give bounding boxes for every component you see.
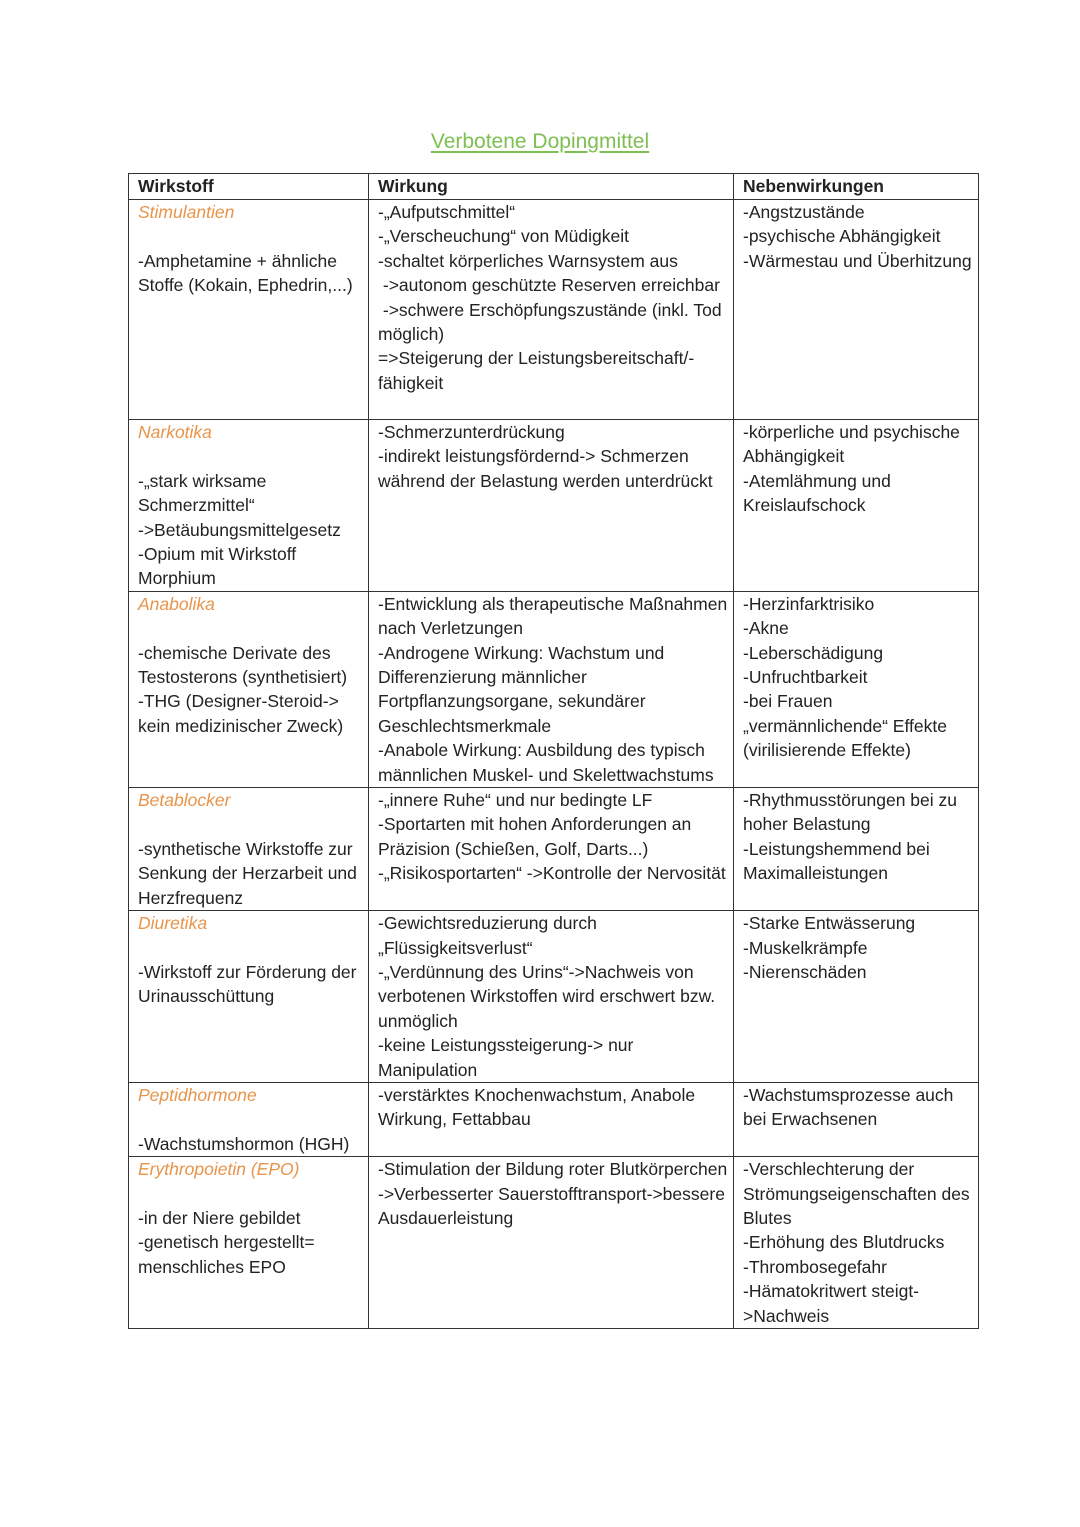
effect-line: -„Risikosportarten“ ->Kontrolle der Nervosität <box>378 863 726 884</box>
wirkung-cell <box>369 591 734 787</box>
substance-name: Betablocker <box>138 790 231 811</box>
substance-description: -genetisch hergestellt= menschliches EPO <box>138 1232 320 1277</box>
effect-line: ->schwere Erschöpfungszustände (inkl. Tod möglich) <box>378 299 727 345</box>
effect-line: -„Verscheuchung“ von Müdigkeit <box>378 226 629 247</box>
side-effect-line: -Wärmestau und Überhitzung <box>743 250 972 271</box>
nebenwirkungen-cell <box>734 1082 979 1156</box>
side-effect-line: -Atemlähmung und Kreislaufschock <box>743 470 896 516</box>
table-row <box>129 911 979 1083</box>
substance-name: Erythropoietin (EPO) <box>138 1159 300 1180</box>
effect-line: -verstärktes Knochenwachstum, Anabole Wirkung, Fettabbau <box>378 1084 700 1130</box>
side-effect-line: -Angstzustände <box>743 202 865 222</box>
substance-name: Stimulantien <box>138 202 235 222</box>
wirkung-cell <box>369 911 734 1083</box>
effect-line: =>Steigerung der Leistungsbereitschaft/-fähigkeit <box>378 348 695 393</box>
side-effect-line: -Hämatokritwert steigt->Nachweis <box>743 1281 920 1326</box>
side-effect-line: -Starke Entwässerung <box>743 913 916 934</box>
side-effect-line: -Leberschädigung <box>743 642 884 663</box>
substance-description: -Wirkstoff zur Förderung der Urinausschüttung <box>138 961 362 1007</box>
substance-description: -in der Niere gebildet <box>138 1207 301 1228</box>
header-nebenwirkungen: Nebenwirkungen <box>734 174 979 200</box>
effect-line: -indirekt leistungsfördernd-> Schmerzen während der Belastung werden unterdrückt <box>378 446 713 491</box>
effect-line: -Schmerzunterdrückung <box>378 422 565 442</box>
wirkstoff-cell <box>129 591 369 787</box>
wirkung-cell <box>369 420 734 592</box>
effect-line: -Stimulation der Bildung roter Blutkörperchen <box>378 1159 728 1180</box>
substance-description: ->Betäubungsmittelgesetz <box>138 519 341 540</box>
side-effect-line: -Verschlechterung der Strömungseigenschaften des Blutes <box>743 1159 975 1228</box>
doping-table <box>128 173 979 1329</box>
substance-name: Diuretika <box>138 913 208 934</box>
effect-line: ->Verbesserter Sauerstofftransport->bessere Ausdauerleistung <box>378 1183 729 1228</box>
effect-line: -Entwicklung als therapeutische Maßnahmen nach Verletzungen <box>378 593 733 639</box>
side-effect-line: -Muskelkrämpfe <box>743 937 868 958</box>
nebenwirkungen-cell <box>734 788 979 911</box>
effect-line: -Androgene Wirkung: Wachstum und Differenzierung männlicher Fortpflanzungsorgane, sekundärer Geschlechtsmerkmale <box>378 642 670 736</box>
table-row <box>129 1082 979 1156</box>
nebenwirkungen-cell <box>734 200 979 420</box>
side-effect-line: -Wachstumsprozesse auch bei Erwachsenen <box>743 1084 959 1130</box>
substance-description: -THG (Designer-Steroid-> kein medizinischer Zweck) <box>138 691 344 736</box>
effect-line: -„Aufputschmittel“ <box>378 202 516 222</box>
side-effect-line: -Unfruchtbarkeit <box>743 667 868 688</box>
side-effect-line: -Herzinfarktrisiko <box>743 593 875 614</box>
effect-line: -schaltet körperliches Warnsystem aus <box>378 250 678 271</box>
effect-line: -Gewichtsreduzierung durch „Flüssigkeitsverlust“ <box>378 913 602 958</box>
substance-description: -Amphetamine + ähnliche Stoffe (Kokain, Ephedrin,...) <box>138 250 353 296</box>
wirkstoff-cell <box>129 200 369 420</box>
side-effect-line: -Erhöhung des Blutdrucks <box>743 1232 945 1253</box>
side-effect-line: -Akne <box>743 618 789 639</box>
wirkung-cell <box>369 1082 734 1156</box>
substance-name: Narkotika <box>138 422 212 442</box>
side-effect-line: -Thrombosegefahr <box>743 1256 887 1277</box>
wirkung-cell <box>369 200 734 420</box>
wirkstoff-cell <box>129 911 369 1083</box>
side-effect-line: -bei Frauen „vermännlichende“ Effekte (virilisierende Effekte) <box>743 691 952 761</box>
substance-description: -„stark wirksame Schmerzmittel“ <box>138 470 272 516</box>
side-effect-line: -Nierenschäden <box>743 961 867 982</box>
side-effect-line: -Rhythmusstörungen bei zu hoher Belastung <box>743 790 962 835</box>
effect-line: -„innere Ruhe“ und nur bedingte LF <box>378 790 653 811</box>
wirkung-cell <box>369 1157 734 1329</box>
effect-line: ->autonom geschützte Reserven erreichbar <box>378 275 720 296</box>
effect-line: -„Verdünnung des Urins“->Nachweis von verbotenen Wirkstoffen wird erschwert bzw. unmöglich <box>378 961 721 1031</box>
wirkstoff-cell <box>129 1157 369 1329</box>
table-row <box>129 591 979 787</box>
side-effect-line: -Leistungshemmend bei Maximalleistungen <box>743 838 935 884</box>
wirkstoff-cell <box>129 420 369 592</box>
nebenwirkungen-cell <box>734 1157 979 1329</box>
header-wirkung: Wirkung <box>369 174 734 200</box>
document-title: Verbotene Dopingmittel <box>430 130 650 153</box>
substance-description: -Opium mit Wirkstoff Morphium <box>138 544 302 589</box>
substance-description: -Wachstumshormon (HGH) <box>138 1133 350 1154</box>
header-row <box>129 174 979 200</box>
nebenwirkungen-cell <box>734 591 979 787</box>
side-effect-line: -psychische Abhängigkeit <box>743 226 941 247</box>
table-row <box>129 200 979 420</box>
table-row <box>129 1157 979 1329</box>
wirkstoff-cell <box>129 1082 369 1156</box>
wirkung-cell <box>369 788 734 911</box>
header-wirkstoff: Wirkstoff <box>129 174 369 200</box>
table-row <box>129 420 979 592</box>
nebenwirkungen-cell <box>734 420 979 592</box>
substance-name: Anabolika <box>138 593 215 614</box>
substance-description: -synthetische Wirkstoffe zur Senkung der Herzarbeit und Herzfrequenz <box>138 838 362 908</box>
effect-line: -Sportarten mit hohen Anforderungen an Präzision (Schießen, Golf, Darts...) <box>378 814 697 859</box>
wirkstoff-cell <box>129 788 369 911</box>
side-effect-line: -körperliche und psychische Abhängigkeit <box>743 422 964 467</box>
table-row <box>129 788 979 911</box>
substance-description: -chemische Derivate des Testosterons (synthetisiert) <box>138 642 348 688</box>
effect-line: -keine Leistungssteigerung-> nur Manipulation <box>378 1035 639 1080</box>
nebenwirkungen-cell <box>734 911 979 1083</box>
effect-line: -Anabole Wirkung: Ausbildung des typisch männlichen Muskel- und Skelettwachstums <box>378 740 714 785</box>
substance-name: Peptidhormone <box>138 1084 257 1105</box>
